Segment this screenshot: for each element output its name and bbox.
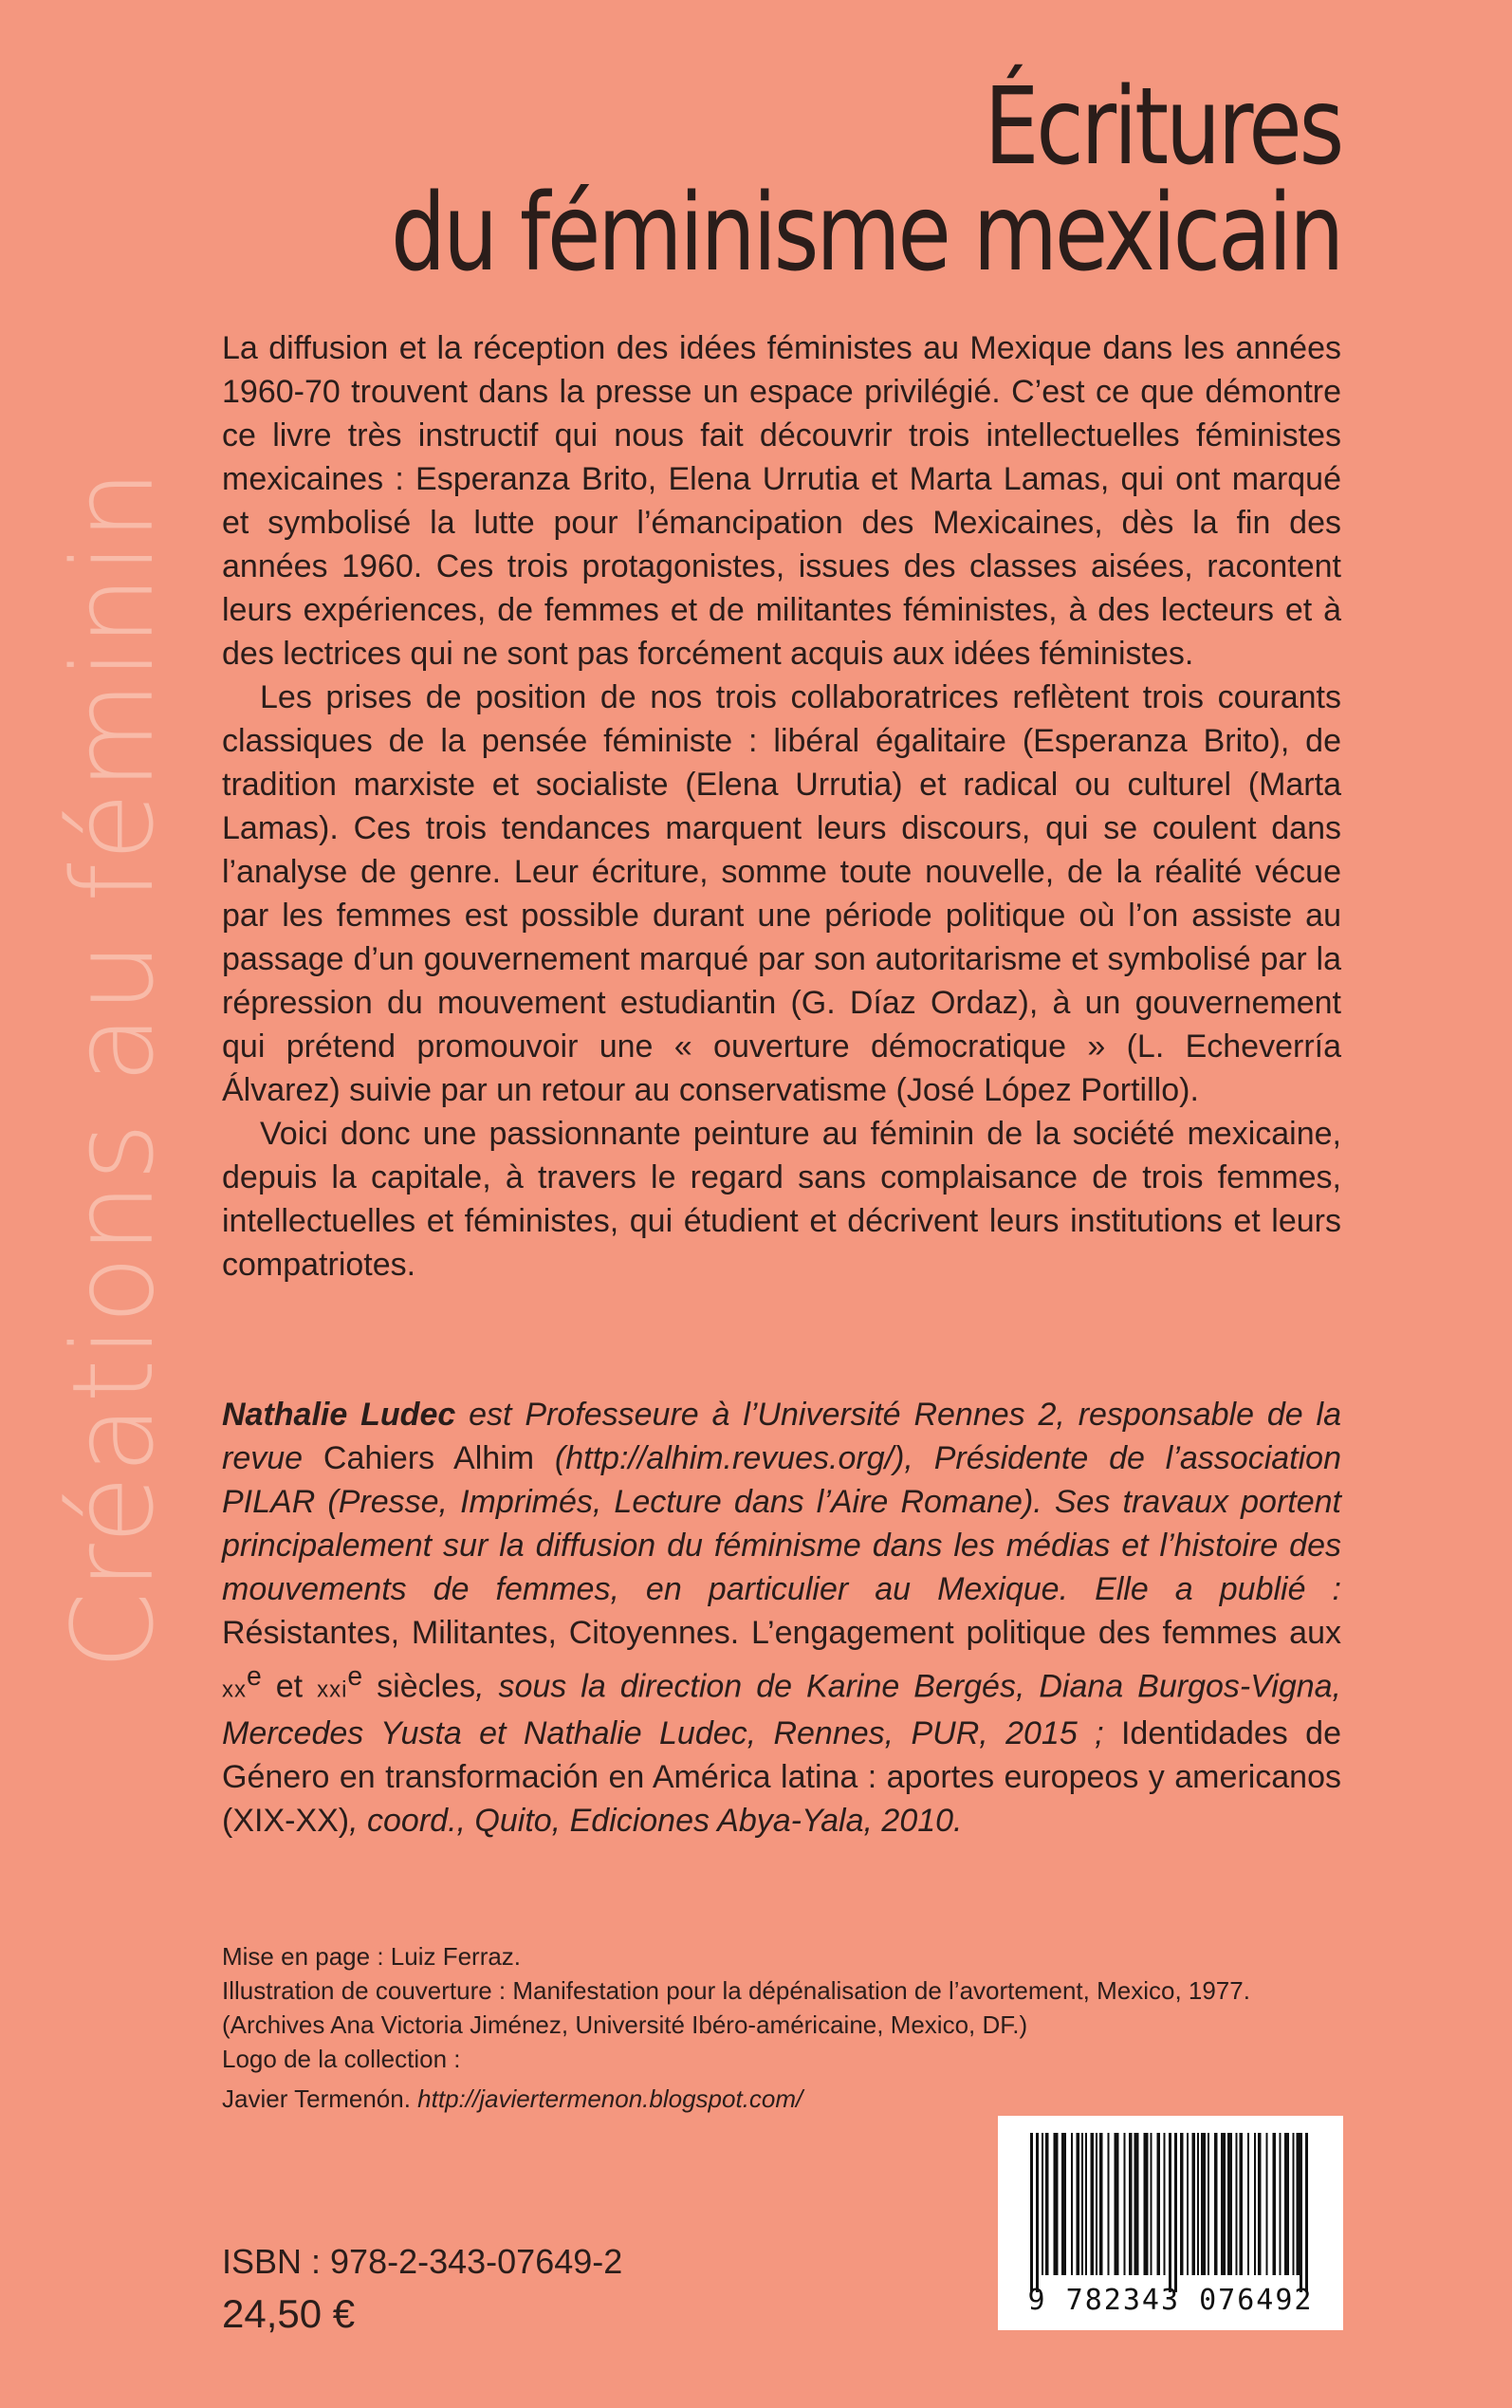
title-line-1: Écritures bbox=[984, 65, 1341, 189]
barcode-bar bbox=[1197, 2133, 1199, 2275]
barcode-bar bbox=[1099, 2133, 1103, 2275]
barcode-bar bbox=[1169, 2133, 1171, 2292]
barcode-bar bbox=[1208, 2133, 1209, 2275]
bio-text-4: , coord., Quito, Ediciones Abya-Yala, 2010. bbox=[349, 1803, 963, 1840]
barcode bbox=[998, 2116, 1343, 2330]
barcode-bar bbox=[1297, 2133, 1300, 2275]
barcode-bar bbox=[1174, 2133, 1177, 2292]
barcode-bar bbox=[1201, 2133, 1206, 2275]
barcode-bar bbox=[1258, 2133, 1262, 2275]
isbn: ISBN : 978-2-343-07649-2 bbox=[222, 2242, 623, 2281]
barcode-bar bbox=[1030, 2133, 1033, 2292]
barcode-bar bbox=[1091, 2133, 1095, 2275]
century-20-sup: e bbox=[247, 1661, 262, 1692]
logo-url: http://javiertermenon.blogspot.com/ bbox=[417, 2084, 803, 2113]
barcode-bar bbox=[1115, 2133, 1119, 2275]
barcode-bar bbox=[1187, 2133, 1189, 2275]
author-bio-paragraph bbox=[222, 1393, 1341, 1843]
credit-logo-label: Logo de la collection : bbox=[222, 2045, 461, 2073]
price: 24,50 € bbox=[222, 2291, 356, 2336]
barcode-bar bbox=[1042, 2133, 1043, 2275]
barcode-bar bbox=[1254, 2133, 1256, 2275]
title-line-2: du féminisme mexicain bbox=[390, 172, 1341, 295]
author-bio bbox=[222, 1393, 1341, 1843]
credits bbox=[222, 1939, 1341, 2116]
barcode-bar bbox=[1280, 2133, 1282, 2275]
bio-text-1: est Professeure à l’Université Rennes 2, responsable de la revue bbox=[222, 1397, 1341, 1476]
barcode-bar bbox=[1061, 2133, 1066, 2275]
barcode-bar bbox=[1214, 2133, 1218, 2275]
bio-text-2: (http://alhim.revues.org/), Présidente de l’association PILAR (Presse, Imprimés, Lecture dans l’Aire Romane). Ses travaux portent principalement sur la diffusion du féminisme dans les médias et l’histoire des mouvements de femmes, en particulier au Mexique. Elle a publié : bbox=[222, 1440, 1341, 1607]
author-name: Nathalie Ludec bbox=[222, 1397, 456, 1433]
barcode-bar bbox=[1227, 2133, 1232, 2275]
barcode-bar bbox=[1240, 2133, 1244, 2275]
collection-name-spine: Créations au féminin bbox=[47, 467, 178, 1670]
barcode-bar bbox=[1077, 2133, 1080, 2275]
summary-paragraph-1: La diffusion et la réception des idées féministes au Mexique dans les années 1960-70 trouvent dans la presse un espace privilégié. C’est ce que démontre ce livre très instructif qui nous fait découvrir trois intellectuelles féministes mexicaines : Esperanza Brito, Elena Urrutia et Marta Lamas, qui ont marqué et symbolisé la lutte pour l’émancipation des Mexicaines, dès la fin des années 1960. Ces trois protagonistes, issues des classes aisées, racontent leurs expériences, de femmes et de militantes féministes, à des lecteurs et à des lectrices qui ne sont pas forcément acquis aux idées féministes. bbox=[222, 330, 1341, 672]
barcode-bar bbox=[1144, 2133, 1149, 2275]
barcode-bar bbox=[1096, 2133, 1097, 2275]
credit-logo bbox=[222, 2082, 1341, 2116]
barcode-bar bbox=[1164, 2133, 1166, 2275]
book-title bbox=[390, 65, 1341, 295]
barcode-bar bbox=[1129, 2133, 1133, 2275]
barcode-bar bbox=[1045, 2133, 1049, 2275]
century-21-sup: e bbox=[347, 1661, 363, 1692]
barcode-bar bbox=[1266, 2133, 1268, 2275]
summary-paragraph-3: Voici donc une passionnante peinture au féminin de la société mexicaine, depuis la capitale, à travers le regard sans complaisance de trois femmes, intellectuelles et féministes, qui étudient et décrivent leurs institutions et leurs compatriotes. bbox=[222, 1116, 1341, 1283]
summary-text bbox=[222, 326, 1341, 1287]
barcode-bar bbox=[1071, 2133, 1073, 2275]
credit-layout: Mise en page : Luiz Ferraz. bbox=[222, 1942, 522, 1971]
barcode-bar bbox=[1108, 2133, 1110, 2275]
barcode-bar bbox=[1054, 2133, 1059, 2275]
barcode-bar bbox=[1124, 2133, 1126, 2275]
barcode-bar bbox=[1085, 2133, 1087, 2275]
barcode-bar bbox=[1236, 2133, 1238, 2275]
journal-title: Cahiers Alhim bbox=[323, 1440, 535, 1476]
book-title-1b: siècles bbox=[362, 1668, 476, 1705]
barcode-bar bbox=[1081, 2133, 1083, 2275]
barcode-bar bbox=[1134, 2133, 1139, 2275]
bio-text-3: , sous la direction de Karine Bergés, Diana Burgos-Vigna, Mercedes Yusta et Nathalie Ludec, Rennes, PUR, 2015 ; bbox=[222, 1668, 1342, 1752]
barcode-bar bbox=[1284, 2133, 1289, 2275]
barcode-bar bbox=[1300, 2133, 1302, 2292]
barcode-bar bbox=[1247, 2133, 1249, 2275]
barcode-bar bbox=[1180, 2133, 1184, 2275]
barcode-bar bbox=[1305, 2133, 1308, 2292]
barcode-bar bbox=[1293, 2133, 1295, 2275]
barcode-bar bbox=[1273, 2133, 1277, 2275]
summary-paragraph-2: Les prises de position de nos trois collaboratrices reflètent trois courants classiques de la pensée féministe : libéral égalitaire (Esperanza Brito), de tradition marxiste et socialiste (Elena Urrutia) et radical ou culturel (Marta Lamas). Ces trois tendances marquent leurs discours, qui se coulent dans l’analyse de genre. Leur écriture, somme toute nouvelle, de la réalité vécue par les femmes est possible durant une période politique où l’on assiste au passage d’un gouvernement marqué par son autoritarisme et symbolisé par la répression du mouvement estudiantin (G. Díaz Ordaz), à un gouvernement qui prétend promouvoir une « ouverture démocratique » (L. Echeverría Álvarez) suivie par un retour au conservatisme (José López Portillo). bbox=[222, 679, 1341, 1108]
barcode-bar bbox=[1036, 2133, 1039, 2292]
book-title-1a: Résistantes, Militantes, Citoyennes. L’engagement politique des femmes aux bbox=[222, 1615, 1341, 1651]
credit-cover: Illustration de couverture : Manifestation pour la dépénalisation de l’avortement, Mexico, 1977. (Archives Ana Victoria Jiménez, Université Ibéro-américaine, Mexico, DF.) bbox=[222, 1976, 1250, 2039]
book-title-2: Identidades de Género en transformación en América latina : aportes europeos y americanos (XIX-XX) bbox=[222, 1715, 1342, 1840]
book-title-et: et bbox=[261, 1668, 318, 1705]
logo-author: Javier Termenón. bbox=[222, 2084, 418, 2113]
barcode-bar bbox=[1221, 2133, 1226, 2275]
barcode-bar bbox=[1192, 2133, 1196, 2275]
century-20: xx bbox=[222, 1676, 247, 1703]
century-21: xxi bbox=[317, 1676, 348, 1703]
barcode-bar bbox=[1157, 2133, 1161, 2275]
barcode-number: 9 782343 076492 bbox=[1027, 2284, 1314, 2317]
barcode-bar bbox=[1151, 2133, 1152, 2275]
